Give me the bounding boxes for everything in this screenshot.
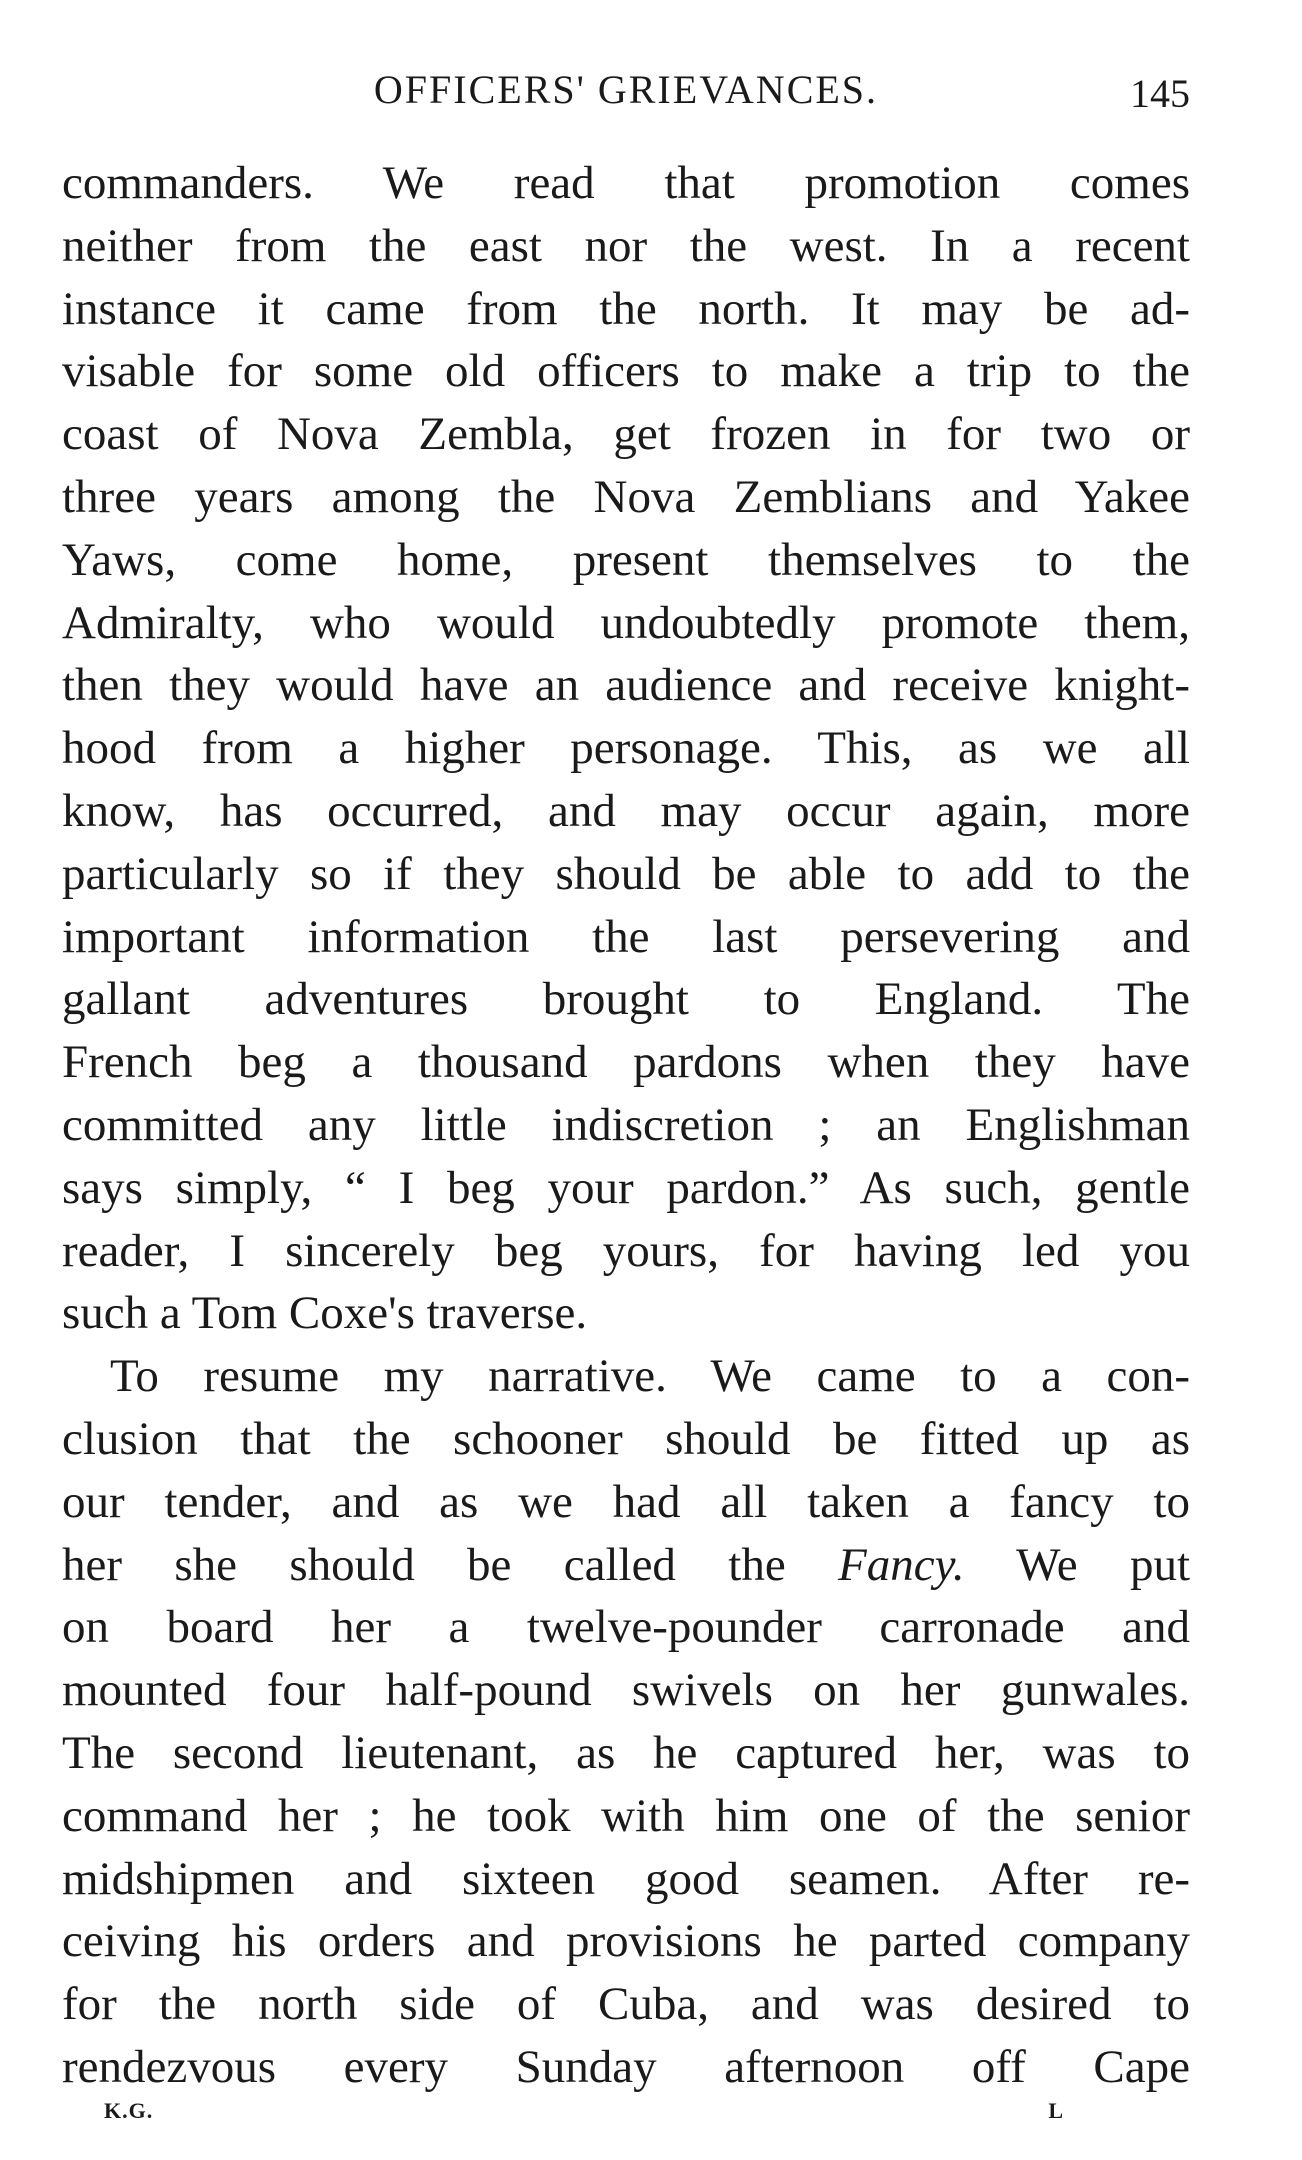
text-line: ceiving his orders and provisions he parted company	[62, 1915, 1190, 1968]
text-segment: We put	[1016, 1538, 1190, 1591]
text-line: coast of Nova Zembla, get frozen in for two or	[62, 408, 1190, 461]
text-line: such a Tom Coxe's traverse.	[62, 1287, 588, 1340]
text-line: for the north side of Cuba, and was desired to	[62, 1978, 1190, 2031]
text-line: instance it came from the north. It may be ad-	[62, 282, 1190, 335]
italic-ship-name: Fancy.	[838, 1538, 965, 1591]
text-line: Yaws, come home, present themselves to the	[62, 533, 1190, 586]
text-line: know, has occurred, and may occur again, more	[62, 784, 1190, 837]
text-line: mounted four half-pound swivels on her gunwales.	[62, 1664, 1190, 1717]
text-line: Admiralty, who would undoubtedly promote them,	[62, 596, 1190, 649]
page-number: 145	[1130, 71, 1190, 116]
page-header	[62, 60, 1190, 120]
text-line: says simply, “ I beg your pardon.” As such, gentle	[62, 1161, 1190, 1214]
text-line: our tender, and as we had all taken a fancy to	[62, 1475, 1190, 1528]
sheet-mark: L	[1048, 2098, 1064, 2123]
text-line: committed any little indiscretion ; an Englishman	[62, 1098, 1190, 1151]
text-line: command her ; he took with him one of the senior	[62, 1789, 1190, 1842]
text-line: particularly so if they should be able to add to the	[62, 847, 1190, 900]
running-title: OFFICERS' GRIEVANCES.	[373, 67, 879, 112]
text-line: on board her a twelve-pounder carronade and	[62, 1601, 1190, 1654]
text-line: rendezvous every Sunday afternoon off Cape	[62, 2040, 1190, 2093]
text-line: hood from a higher personage. This, as we all	[62, 722, 1190, 775]
text-line: French beg a thousand pardons when they have	[62, 1036, 1190, 1089]
text-segment: her she should be called the	[62, 1538, 786, 1591]
text-line-with-italic	[62, 1534, 1190, 1597]
text-line: neither from the east nor the west. In a recent	[62, 219, 1190, 272]
body-text	[62, 152, 1190, 2099]
text-line: visable for some old officers to make a trip to the	[62, 345, 1190, 398]
text-line: gallant adventures brought to England. The	[62, 973, 1190, 1026]
text-line: then they would have an audience and receive knight-	[62, 659, 1190, 712]
text-line: To resume my narrative. We came to a con-	[110, 1350, 1190, 1403]
text-line: midshipmen and sixteen good seamen. After re-	[62, 1852, 1190, 1905]
signature-mark: K.G.	[104, 2098, 154, 2123]
text-line: clusion that the schooner should be fitted up as	[62, 1412, 1190, 1465]
text-line: three years among the Nova Zemblians and Yakee	[62, 470, 1190, 523]
page-footer	[104, 2098, 1064, 2134]
text-line: commanders. We read that promotion comes	[62, 157, 1190, 209]
text-line: The second lieutenant, as he captured her, was to	[62, 1726, 1190, 1779]
text-line: important information the last persevering and	[62, 910, 1190, 963]
text-line: reader, I sincerely beg yours, for having led you	[62, 1224, 1190, 1277]
